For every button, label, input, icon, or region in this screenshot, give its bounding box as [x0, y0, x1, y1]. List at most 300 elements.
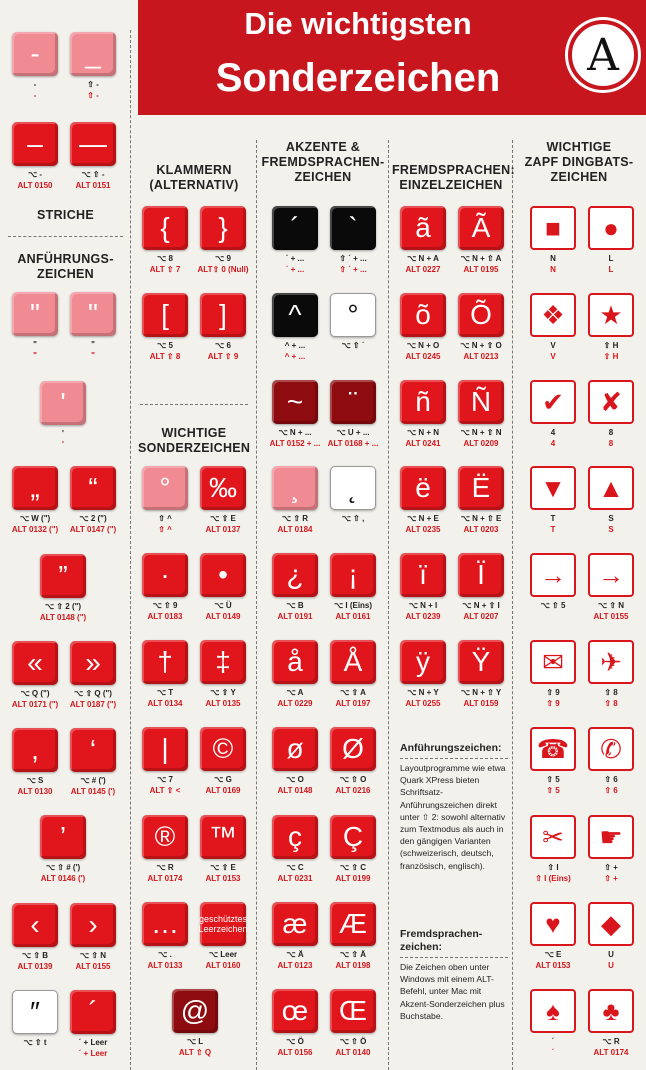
mac-shortcut: ⇧ ´ + ...: [339, 254, 367, 263]
windows-shortcut: ALT 0169: [205, 786, 241, 795]
key-glyph: ‘: [70, 728, 116, 772]
windows-shortcut: ALT 0227: [405, 265, 441, 274]
windows-shortcut: ALT 0133: [147, 961, 183, 970]
key-glyph: ^: [272, 293, 318, 337]
mac-shortcut: ⌥ ⇧ E: [210, 514, 236, 523]
key-glyph: ♠: [530, 989, 576, 1033]
mac-shortcut: L: [608, 254, 614, 263]
key-glyph: geschütztes Leerzeichen: [200, 902, 246, 946]
key-shortcut: [31, 601, 95, 623]
key-shortcut: [521, 513, 585, 535]
windows-shortcut: 4: [550, 439, 556, 448]
mac-shortcut: ⌥ Leer: [208, 950, 238, 959]
key-shortcut: [133, 687, 197, 709]
key-shortcut: [191, 253, 255, 275]
windows-shortcut: ALT 0148: [277, 786, 313, 795]
mac-shortcut: ⌥ 8: [157, 254, 173, 263]
key-glyph: ✈: [588, 640, 634, 684]
key-glyph: ♥: [530, 902, 576, 946]
key-shortcut: [263, 862, 327, 884]
key-glyph: Ç: [330, 815, 376, 859]
key-shortcut: [191, 513, 255, 535]
windows-shortcut: ALT ⇧ <: [149, 786, 181, 795]
key-shortcut: [321, 513, 385, 524]
key-shortcut: [521, 774, 585, 796]
key-shortcut: [449, 340, 513, 362]
mac-shortcut: ⌥ ⇧ Y: [210, 688, 236, 697]
key-glyph: ¿: [272, 553, 318, 597]
windows-shortcut: ALT 0191: [277, 612, 313, 621]
mac-shortcut: ⌥ N + E: [407, 514, 439, 523]
mac-shortcut: ⌥ ⇧ -: [81, 170, 105, 179]
mac-shortcut: ⌥ N + ⇧ O: [460, 341, 502, 350]
magazine-logo: A: [568, 20, 638, 90]
key-glyph: ,: [12, 728, 58, 772]
key-shortcut: [3, 950, 67, 972]
windows-shortcut: ALT 0241: [405, 439, 441, 448]
column-divider: [130, 30, 131, 1070]
key-glyph: Œ: [330, 989, 376, 1033]
windows-shortcut: ALT 0153: [205, 874, 241, 883]
key-shortcut: [191, 600, 255, 622]
windows-shortcut: 8: [608, 439, 614, 448]
mac-shortcut: ´ + Leer: [78, 1038, 108, 1047]
key-glyph: “: [70, 466, 116, 510]
key-shortcut: [133, 600, 197, 622]
key-glyph: [: [142, 293, 188, 337]
windows-shortcut: ALT 0137: [205, 525, 241, 534]
key-shortcut: [391, 513, 455, 535]
key-glyph: —: [70, 122, 116, 166]
mac-shortcut: ⌥ ⇧ Ä: [339, 950, 367, 959]
key-shortcut: [3, 169, 67, 191]
windows-shortcut: ALT 0231: [277, 874, 313, 883]
mac-shortcut: 8: [608, 428, 614, 437]
windows-shortcut: ALT 0203: [463, 525, 499, 534]
key-shortcut: [521, 862, 585, 884]
key-glyph: †: [142, 640, 188, 684]
windows-shortcut: ALT 0168 + ...: [327, 439, 379, 448]
key-shortcut: [579, 949, 643, 971]
key-glyph: ◆: [588, 902, 634, 946]
key-shortcut: [163, 1036, 227, 1058]
mac-shortcut: ^ + ...: [284, 341, 306, 350]
key-glyph: ñ: [400, 380, 446, 424]
mac-shortcut: ": [33, 340, 37, 349]
mac-shortcut: ⌥ R: [602, 1037, 620, 1046]
windows-shortcut: ALT 0171 ("): [11, 700, 59, 709]
mac-shortcut: ⌥ T: [156, 688, 174, 697]
mac-shortcut: ⌥ 5: [157, 341, 173, 350]
key-shortcut: [263, 774, 327, 796]
key-glyph: ': [40, 381, 86, 425]
key-glyph: ✘: [588, 380, 634, 424]
key-shortcut: [263, 600, 327, 622]
windows-shortcut: L: [608, 265, 614, 274]
mac-shortcut: ⌥ ⇧ 2 ("): [44, 602, 82, 611]
windows-shortcut: ALT 0135: [205, 699, 241, 708]
key-shortcut: [133, 774, 197, 796]
key-glyph: õ: [400, 293, 446, 337]
windows-shortcut: ´: [551, 1048, 555, 1057]
mac-shortcut: ⌥ ⇧ Q ("): [74, 689, 112, 698]
key-shortcut: [321, 862, 385, 884]
key-shortcut: [191, 687, 255, 709]
key-shortcut: [391, 687, 455, 709]
key-glyph: ’: [40, 815, 86, 859]
key-shortcut: [31, 428, 95, 450]
key-glyph: Ñ: [458, 380, 504, 424]
windows-shortcut: ´ + Leer: [78, 1049, 108, 1058]
key-shortcut: [521, 253, 585, 275]
windows-shortcut: ALT 0145 ('): [70, 787, 116, 796]
key-glyph: ´: [272, 206, 318, 250]
key-glyph: Ë: [458, 466, 504, 510]
key-glyph: ¡: [330, 553, 376, 597]
key-glyph: ÿ: [400, 640, 446, 684]
key-shortcut: [321, 600, 385, 622]
mac-shortcut: ⌥ ⇧ 5: [540, 601, 566, 610]
windows-shortcut: ALT 0216: [335, 786, 371, 795]
mac-shortcut: ⌥ # ('): [80, 776, 106, 785]
windows-shortcut: ALT 0140: [335, 1048, 371, 1057]
mac-shortcut: ⌥ N + Y: [407, 688, 439, 697]
windows-shortcut: ⇧ 5: [546, 786, 560, 795]
windows-shortcut: ⇧ ´ + ...: [339, 265, 367, 274]
windows-shortcut: ALT 0199: [335, 874, 371, 883]
key-glyph: }: [200, 206, 246, 250]
key-shortcut: [61, 339, 125, 361]
key-glyph: {: [142, 206, 188, 250]
mac-shortcut: ⌥ C: [286, 863, 304, 872]
note-title: Anführungszeichen:: [400, 742, 508, 759]
key-shortcut: [3, 513, 67, 535]
windows-shortcut: ALT 0239: [405, 612, 441, 621]
windows-shortcut: ⇧ 8: [604, 699, 618, 708]
key-glyph: Õ: [458, 293, 504, 337]
windows-shortcut: S: [608, 525, 614, 534]
mac-shortcut: ⇧ 9: [546, 688, 560, 697]
windows-shortcut: U: [608, 961, 614, 970]
note-text: Die Zeichen oben unter Windows mit einem ALT-Befehl, unter Mac mit Akzent-Sonderzeichen plus Buchstabe.: [400, 962, 505, 1021]
section-title-akzente: AKZENTE & FREMDSPRACHEN- ZEICHEN: [261, 140, 385, 184]
key-shortcut: [133, 340, 197, 362]
key-glyph: Ï: [458, 553, 504, 597]
windows-shortcut: ALT 0255: [405, 699, 441, 708]
windows-shortcut: ⇧ -: [87, 91, 99, 100]
key-shortcut: [3, 688, 67, 710]
key-glyph: ¨: [330, 380, 376, 424]
key-shortcut: [61, 1037, 125, 1059]
key-glyph: »: [70, 641, 116, 685]
page-header: [138, 0, 646, 115]
key-glyph: ®: [142, 815, 188, 859]
mac-shortcut: ⌥ ⇧ A: [340, 688, 366, 697]
key-shortcut: [263, 1036, 327, 1058]
key-glyph: ™: [200, 815, 246, 859]
mac-shortcut: ⌥ R: [156, 863, 174, 872]
mac-shortcut: ⌥ 9: [215, 254, 231, 263]
key-glyph: ❖: [530, 293, 576, 337]
key-glyph: ✉: [530, 640, 576, 684]
key-shortcut: [263, 427, 327, 449]
windows-shortcut: ALT 0130: [17, 787, 53, 796]
key-shortcut: [3, 339, 67, 361]
mac-shortcut: 4: [550, 428, 556, 437]
windows-shortcut: ALT 0155: [593, 612, 629, 621]
key-glyph: ]: [200, 293, 246, 337]
mac-shortcut: ⌥ ⇧ B: [21, 951, 49, 960]
key-glyph: ✔: [530, 380, 576, 424]
key-glyph: ”: [40, 554, 86, 598]
key-glyph: Æ: [330, 902, 376, 946]
mac-shortcut: ⌥ 7: [157, 775, 173, 784]
key-glyph: „: [12, 466, 58, 510]
windows-shortcut: ALT 0245: [405, 352, 441, 361]
key-shortcut: [133, 949, 197, 971]
mac-shortcut: ⌥ W ("): [19, 514, 51, 523]
mac-shortcut: ⌥ ⇧ ,: [341, 514, 365, 523]
key-shortcut: [391, 600, 455, 622]
key-shortcut: [321, 1036, 385, 1058]
windows-shortcut: ALT 0195: [463, 265, 499, 274]
mac-shortcut: ⌥ 6: [215, 341, 231, 350]
key-glyph: ‰: [200, 466, 246, 510]
key-shortcut: [579, 253, 643, 275]
key-glyph: «: [12, 641, 58, 685]
key-shortcut: [263, 253, 327, 275]
mac-shortcut: ⌥ 2 ("): [79, 514, 107, 523]
key-shortcut: [391, 253, 455, 275]
windows-shortcut: ALT 0229: [277, 699, 313, 708]
key-shortcut: [263, 949, 327, 971]
mac-shortcut: ⌥ ⇧ 9: [152, 601, 178, 610]
key-glyph: `: [330, 206, 376, 250]
key-shortcut: [449, 427, 513, 449]
key-shortcut: [61, 775, 125, 797]
key-glyph: ■: [530, 206, 576, 250]
windows-shortcut: T: [550, 525, 556, 534]
key-glyph: ã: [400, 206, 446, 250]
windows-shortcut: ALT 0147 ("): [69, 525, 117, 534]
key-glyph: →: [588, 553, 634, 597]
note-title: Fremdsprachen-zeichen:: [400, 928, 508, 958]
key-glyph: ▲: [588, 466, 634, 510]
windows-shortcut: ": [33, 351, 37, 360]
mac-shortcut: ⌥ L: [186, 1037, 204, 1046]
key-shortcut: [61, 79, 125, 101]
key-shortcut: [521, 340, 585, 362]
section-divider: [8, 236, 123, 237]
key-shortcut: [321, 253, 385, 275]
mac-shortcut: ⌥ ⇧ E: [210, 863, 236, 872]
mac-shortcut: N: [550, 254, 556, 263]
column-divider: [388, 140, 389, 1070]
mac-shortcut: ⌥ Ü: [214, 601, 232, 610]
key-glyph: ": [70, 292, 116, 336]
key-glyph: ●: [588, 206, 634, 250]
page-title-line2: Sonderzeichen: [215, 56, 501, 100]
mac-shortcut: ⌥ ⇧ R: [281, 514, 309, 523]
key-shortcut: [579, 862, 643, 884]
key-glyph: ★: [588, 293, 634, 337]
key-glyph: _: [70, 32, 116, 76]
mac-shortcut: ⇧ I: [547, 863, 559, 872]
key-shortcut: [321, 774, 385, 796]
key-glyph: ‹: [12, 903, 58, 947]
key-glyph: …: [142, 902, 188, 946]
windows-shortcut: ALT 0134: [147, 699, 183, 708]
section-title-zapf: WICHTIGE ZAPF DINGBATS- ZEICHEN: [524, 140, 634, 184]
windows-shortcut: ALT 0184: [277, 525, 313, 534]
key-glyph: ": [12, 292, 58, 336]
mac-shortcut: ⌥ ⇧ O: [339, 775, 367, 784]
windows-shortcut: ALT ⇧ 8: [149, 352, 181, 361]
key-shortcut: [133, 513, 197, 535]
key-shortcut: [321, 340, 385, 351]
key-shortcut: [61, 950, 125, 972]
mac-shortcut: ⇧ H: [603, 341, 619, 350]
key-glyph: ☎: [530, 727, 576, 771]
mac-shortcut: ⌥ B: [286, 601, 304, 610]
windows-shortcut: ALT 0148 ("): [39, 613, 87, 622]
windows-shortcut: ALT 0160: [205, 961, 241, 970]
windows-shortcut: ^ + ...: [284, 352, 306, 361]
windows-shortcut: ALT 0183: [147, 612, 183, 621]
section-title-klammern: KLAMMERN (ALTERNATIV): [149, 163, 239, 192]
mac-shortcut: ⌥ ⇧ # ('): [45, 863, 81, 872]
key-glyph: Ÿ: [458, 640, 504, 684]
note-text: Layoutprogramme wie etwa Quark XPress bieten Schriftsatz-Anführungszeichen direkt unter ⇧ 2: sowohl alternativ zum Textmodus als auch in den gängigen Varianten (schweizerisch, deutsch, französisch, englisch).: [400, 763, 506, 871]
windows-shortcut: ALT 0213: [463, 352, 499, 361]
key-shortcut: [521, 600, 585, 611]
key-glyph: ï: [400, 553, 446, 597]
windows-shortcut: ALT ⇧ Q: [178, 1048, 212, 1057]
windows-shortcut: ': [62, 440, 64, 449]
mac-shortcut: ´: [551, 1037, 555, 1046]
windows-shortcut: ALT 0153: [535, 961, 571, 970]
windows-shortcut: ALT 0197: [335, 699, 371, 708]
windows-shortcut: ⇧ 6: [604, 786, 618, 795]
key-shortcut: [133, 862, 197, 884]
windows-shortcut: ALT 0198: [335, 961, 371, 970]
mac-shortcut: ⌥ ⇧ ´: [341, 341, 365, 350]
windows-shortcut: ALT 0207: [463, 612, 499, 621]
windows-shortcut: V: [550, 352, 556, 361]
key-glyph: ~: [272, 380, 318, 424]
section-title-fremdsprachen: FREMDSPRACHEN: EINZELZEICHEN: [392, 163, 515, 192]
key-shortcut: [449, 253, 513, 275]
mac-shortcut: ⌥ Ä: [286, 950, 304, 959]
windows-shortcut: -: [33, 91, 37, 100]
key-glyph: ·: [142, 553, 188, 597]
key-glyph: ´: [70, 990, 116, 1034]
mac-shortcut: ⌥ N + ⇧ I: [462, 601, 500, 610]
key-shortcut: [321, 687, 385, 709]
key-glyph: °: [142, 466, 188, 510]
key-glyph: -: [12, 32, 58, 76]
windows-shortcut: ALT 0174: [147, 874, 183, 883]
windows-shortcut: ALT 0156: [277, 1048, 313, 1057]
windows-shortcut: ALT 0155: [75, 962, 111, 971]
key-shortcut: [191, 774, 255, 796]
key-glyph: ©: [200, 727, 246, 771]
key-shortcut: [61, 688, 125, 710]
mac-shortcut: ": [91, 340, 95, 349]
mac-shortcut: ⌥ Ö: [286, 1037, 304, 1046]
mac-shortcut: ⌥ -: [27, 170, 43, 179]
windows-shortcut: ALT 0123: [277, 961, 313, 970]
key-shortcut: [321, 949, 385, 971]
windows-shortcut: ": [91, 351, 95, 360]
key-shortcut: [3, 775, 67, 797]
key-glyph: ˛: [330, 466, 376, 510]
mac-shortcut: ⌥ E: [544, 950, 562, 959]
windows-shortcut: ALT 0149: [205, 612, 241, 621]
key-shortcut: [449, 687, 513, 709]
windows-shortcut: ALT 0209: [463, 439, 499, 448]
key-glyph: ♣: [588, 989, 634, 1033]
mac-shortcut: ⇧ ^: [158, 514, 172, 523]
key-glyph: œ: [272, 989, 318, 1033]
windows-shortcut: ALT 0159: [463, 699, 499, 708]
key-shortcut: [521, 687, 585, 709]
key-shortcut: [449, 513, 513, 535]
key-shortcut: [31, 862, 95, 884]
section-divider: [140, 404, 248, 405]
windows-shortcut: ALT⇧ 0 (Null): [197, 265, 249, 274]
mac-shortcut: ⌥ O: [286, 775, 304, 784]
key-glyph: ✂: [530, 815, 576, 859]
windows-shortcut: ALT ⇧ 7: [149, 265, 181, 274]
mac-shortcut: ⇧ 8: [604, 688, 618, 697]
windows-shortcut: ALT 0152 + ...: [269, 439, 321, 448]
key-glyph: ✆: [588, 727, 634, 771]
windows-shortcut: ⇧ H: [603, 352, 619, 361]
windows-shortcut: ALT 0132 ("): [11, 525, 59, 534]
mac-shortcut: ⌥ ⇧ Ö: [339, 1037, 367, 1046]
mac-shortcut: ⌥ N + ⇧ N: [460, 428, 502, 437]
section-title-striche: STRICHE: [37, 208, 94, 222]
windows-shortcut: ALT 0174: [593, 1048, 629, 1057]
key-shortcut: [263, 687, 327, 709]
mac-shortcut: ⇧ 6: [604, 775, 618, 784]
key-shortcut: [3, 1037, 67, 1048]
key-glyph: ç: [272, 815, 318, 859]
page-title-line1: Die wichtigsten: [244, 6, 472, 41]
mac-shortcut: ⌥ .: [158, 950, 172, 959]
mac-shortcut: U: [608, 950, 614, 959]
mac-shortcut: S: [608, 514, 614, 523]
key-glyph: Ø: [330, 727, 376, 771]
key-shortcut: [579, 600, 643, 622]
key-shortcut: [449, 600, 513, 622]
key-glyph: å: [272, 640, 318, 684]
key-shortcut: [3, 79, 67, 101]
column-divider: [256, 140, 257, 1070]
key-shortcut: [579, 427, 643, 449]
mac-shortcut: ⇧ 5: [546, 775, 560, 784]
windows-shortcut: ALT 0161: [335, 612, 371, 621]
key-glyph: Ã: [458, 206, 504, 250]
windows-shortcut: ALT 0139: [17, 962, 53, 971]
key-shortcut: [579, 340, 643, 362]
mac-shortcut: ⌥ A: [286, 688, 304, 697]
key-glyph: Å: [330, 640, 376, 684]
key-glyph: –: [12, 122, 58, 166]
key-glyph: ▼: [530, 466, 576, 510]
windows-shortcut: ´ + ...: [285, 265, 305, 274]
